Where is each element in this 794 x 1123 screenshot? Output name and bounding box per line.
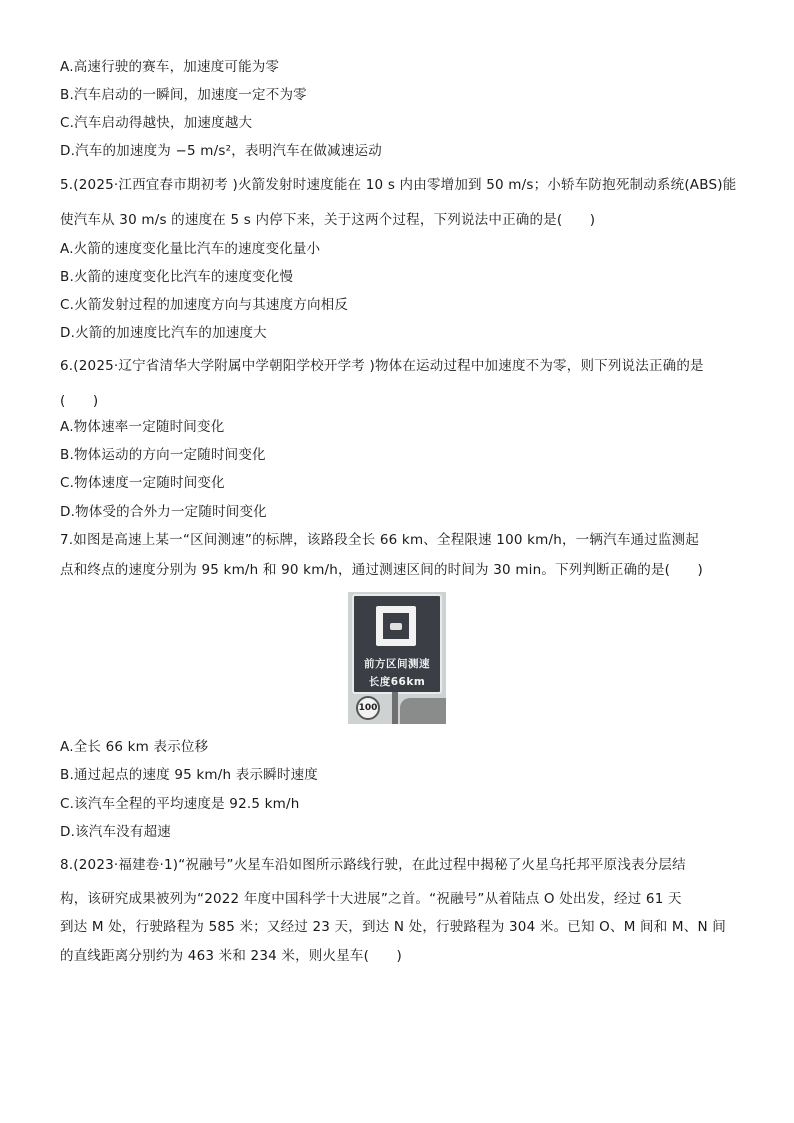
line-4: D.汽车的加速度为 −5 m/s²，表明汽车在做减速运动 — [60, 143, 382, 159]
line-20: B.通过起点的速度 95 km/h 表示瞬时速度 — [60, 767, 318, 783]
line-21: C.该汽车全程的平均速度是 92.5 km/h — [60, 796, 300, 812]
line-18: 点和终点的速度分别为 95 km/h 和 90 km/h，通过测速区间的时间为 30 min。下列判断正确的是( ) — [60, 562, 704, 578]
speed-limit-sign: 100 — [356, 696, 380, 720]
line-11: 6.(2025·辽宁省清华大学附属中学朝阳学校开学考 )物体在运动过程中加速度不为零，则下列说法正确的是 — [60, 358, 704, 374]
background-trees — [400, 698, 446, 724]
sign-text-line2: 长度66km — [368, 676, 426, 688]
line-3: C.汽车启动得越快，加速度越大 — [60, 115, 253, 131]
line-9: C.火箭发射过程的加速度方向与其速度方向相反 — [60, 297, 349, 313]
line-26: 的直线距离分别约为 463 米和 234 米，则火星车( ) — [60, 948, 402, 964]
line-19: A.全长 66 km 表示位移 — [60, 739, 209, 755]
line-2: B.汽车启动的一瞬间，加速度一定不为零 — [60, 87, 307, 103]
line-25: 到达 M 处，行驶路程为 585 米；又经过 23 天，到达 N 处，行驶路程为 304 米。已知 O、M 间和 M、N 间 — [60, 919, 726, 935]
line-6: 使汽车从 30 m/s 的速度在 5 s 内停下来，关于这两个过程，下列说法中正确的是( ) — [60, 212, 596, 228]
line-8: B.火箭的速度变化比汽车的速度变化慢 — [60, 269, 294, 285]
line-14: B.物体运动的方向一定随时间变化 — [60, 447, 266, 463]
line-15: C.物体速度一定随时间变化 — [60, 475, 225, 491]
line-13: A.物体速率一定随时间变化 — [60, 419, 225, 435]
line-24: 构，该研究成果被列为“2022 年度中国科学十大进展”之首。“祝融号”从着陆点 O 处出发，经过 61 天 — [60, 891, 682, 907]
sign-pole — [392, 692, 398, 724]
line-1: A.高速行驶的赛车，加速度可能为零 — [60, 59, 280, 75]
line-12: ( ) — [60, 393, 99, 409]
sign-text-line1: 前方区间测速 — [364, 658, 430, 670]
line-22: D.该汽车没有超速 — [60, 824, 171, 840]
line-10: D.火箭的加速度比汽车的加速度大 — [60, 325, 267, 341]
line-17: 7.如图是高速上某一“区间测速”的标牌，该路段全长 66 km、全程限速 100 km/h，一辆汽车通过监测起 — [60, 532, 700, 548]
speed-zone-sign-image — [348, 592, 446, 724]
line-23: 8.(2023·福建卷·1)“祝融号”火星车沿如图所示路线行驶，在此过程中揭秘了火星乌托邦平原浅表分层结 — [60, 857, 686, 873]
line-7: A.火箭的速度变化量比汽车的速度变化量小 — [60, 241, 321, 257]
sign-board — [352, 594, 442, 694]
line-5: 5.(2025·江西宜春市期初考 )火箭发射时速度能在 10 s 内由零增加到 50 m/s；小轿车防抱死制动系统(ABS)能 — [60, 177, 737, 193]
line-16: D.物体受的合外力一定随时间变化 — [60, 504, 267, 520]
camera-icon — [376, 606, 416, 646]
